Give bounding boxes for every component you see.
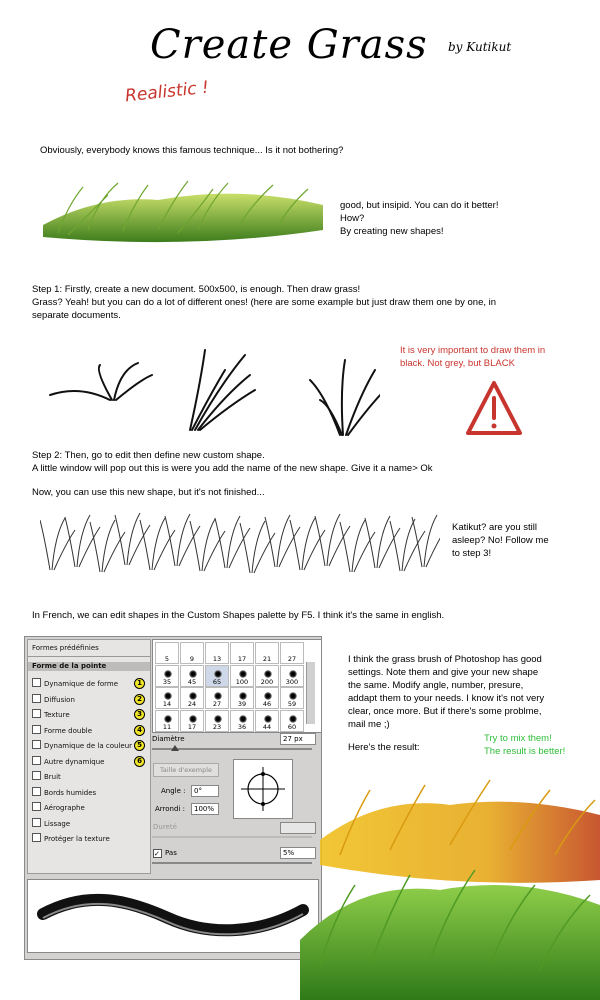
option-item[interactable] xyxy=(32,740,132,751)
brush-size-label: 21 xyxy=(262,655,272,663)
diameter-label: Diamètre xyxy=(152,735,185,743)
brush-preset-cell[interactable] xyxy=(230,665,254,687)
brush-size-label: 17 xyxy=(237,655,247,663)
brush-tip-icon xyxy=(264,692,272,700)
brush-preset-cell[interactable] xyxy=(180,665,204,687)
option-number-badge: 1 xyxy=(134,678,145,689)
roundness-label: Arrondi : xyxy=(155,805,185,813)
author-byline: by Kutikut xyxy=(448,40,512,54)
option-label: Texture xyxy=(44,711,70,719)
page-title: Create Grass xyxy=(150,22,428,68)
brush-size-label: 65 xyxy=(212,677,222,686)
intro-text: Obviously, everybody knows this famous technique... Is it not bothering? xyxy=(40,145,344,156)
option-label: Autre dynamique xyxy=(44,757,105,766)
option-item[interactable] xyxy=(32,678,118,689)
step2-side3: to step 3! xyxy=(452,548,492,559)
brush-preset-cell[interactable] xyxy=(280,665,304,687)
brush-tip-icon xyxy=(189,715,197,723)
diameter-slider-thumb[interactable] xyxy=(171,745,179,751)
brush-tip-icon xyxy=(239,670,247,678)
option-label: Bruit xyxy=(44,773,61,781)
brush-preset-cell[interactable] xyxy=(255,687,279,709)
brush-size-label: 5 xyxy=(164,655,170,663)
brush-size-label: 44 xyxy=(262,722,272,731)
sample-size-button[interactable]: Taille d'exemple xyxy=(153,763,219,777)
default-grass-image xyxy=(38,175,330,250)
brush-tip-icon xyxy=(214,692,222,700)
brush-size-label: 35 xyxy=(162,677,172,686)
angle-label: Angle : xyxy=(161,787,186,795)
brush-size-label: 27 xyxy=(212,700,222,708)
option-checkbox[interactable] xyxy=(32,818,41,827)
angle-field[interactable]: 0° xyxy=(191,785,219,797)
spacing-row[interactable] xyxy=(153,849,177,858)
option-checkbox[interactable] xyxy=(32,833,41,842)
step3-p2: settings. Note them and give your new shape xyxy=(348,667,539,678)
brush-size-label: 46 xyxy=(262,700,272,708)
step2-line3: Now, you can use this new shape, but it's not finished... xyxy=(32,487,265,498)
option-checkbox[interactable] xyxy=(32,694,41,703)
brush-tip-icon xyxy=(214,670,222,678)
option-checkbox[interactable] xyxy=(32,709,41,718)
option-label: Aérographe xyxy=(44,804,85,812)
option-number-badge: 5 xyxy=(134,740,145,751)
intro-side-line2: How? xyxy=(340,213,365,224)
option-number-badge: 6 xyxy=(134,756,145,767)
brush-settings-panel xyxy=(24,636,322,960)
brush-preset-cell[interactable] xyxy=(280,687,304,709)
brush-tip-icon xyxy=(289,670,297,678)
step1-line3: separate documents. xyxy=(32,310,121,321)
option-item[interactable] xyxy=(32,833,110,844)
option-checkbox[interactable] xyxy=(32,771,41,780)
warning-triangle-icon xyxy=(464,378,524,438)
brush-size-label: 200 xyxy=(260,677,274,686)
step2-line2: A little window will pop out this is were you add the name of the new shape. Give it a name> Ok xyxy=(32,463,433,474)
option-checkbox[interactable] xyxy=(32,678,41,687)
tip-shape-item[interactable]: Forme de la pointe xyxy=(28,662,150,671)
brush-preset-cell[interactable] xyxy=(155,665,179,687)
option-item[interactable] xyxy=(32,725,92,736)
brush-preset-cell[interactable] xyxy=(230,642,254,664)
angle-roundness-preview[interactable] xyxy=(233,759,293,819)
step3-intro: In French, we can edit shapes in the Custom Shapes palette by F5. I think it's the same in english. xyxy=(32,610,445,621)
option-item[interactable] xyxy=(32,694,75,705)
brush-preset-cell[interactable] xyxy=(280,710,304,732)
brush-tip-icon xyxy=(239,692,247,700)
brush-preset-cell[interactable] xyxy=(255,642,279,664)
brush-stroke-preview xyxy=(27,879,319,953)
presets-label[interactable]: Formes prédéfinies xyxy=(32,644,99,652)
step3-p5: clear, once more. But if there's some problme, xyxy=(348,706,542,717)
option-item[interactable] xyxy=(32,771,61,782)
option-checkbox[interactable] xyxy=(32,740,41,749)
grass-sketches xyxy=(40,345,380,445)
option-item[interactable] xyxy=(32,818,70,829)
option-number-badge: 2 xyxy=(134,694,145,705)
brush-size-label: 24 xyxy=(187,700,197,708)
brush-preset-cell[interactable] xyxy=(255,710,279,732)
brush-preset-cell[interactable] xyxy=(205,710,229,732)
option-item[interactable] xyxy=(32,709,70,720)
intro-side-line3: By creating new shapes! xyxy=(340,226,444,237)
brush-options-list xyxy=(27,639,151,874)
brush-preset-grid[interactable] xyxy=(152,639,322,733)
step1-line1: Step 1: Firstly, create a new document. 500x500, is enough. Then draw grass! xyxy=(32,284,361,295)
step1-line2: Grass? Yeah! but you can do a lot of different ones! (here are some example but just draw them one by one, in xyxy=(32,297,497,308)
brush-size-label: 39 xyxy=(237,700,247,708)
roundness-field[interactable]: 100% xyxy=(191,803,219,815)
option-label: Dynamique de la couleur xyxy=(44,742,133,750)
brush-preset-cell[interactable] xyxy=(180,687,204,709)
brush-size-label: 11 xyxy=(162,722,172,731)
brush-tip-icon xyxy=(289,715,297,723)
brush-tip-icon xyxy=(239,715,247,723)
brush-size-label: 13 xyxy=(212,655,222,663)
brush-size-label: 27 xyxy=(287,655,297,663)
option-number-badge: 3 xyxy=(134,709,145,720)
brush-preset-cell[interactable] xyxy=(205,665,229,687)
spacing-slider[interactable] xyxy=(152,862,312,864)
hardness-slider[interactable] xyxy=(152,836,312,838)
spacing-checkbox[interactable]: ✓ xyxy=(153,849,162,858)
diameter-field[interactable]: 27 px xyxy=(280,733,316,745)
brush-size-label: 300 xyxy=(285,677,299,686)
brush-preset-cell[interactable] xyxy=(180,710,204,732)
brush-preset-cell[interactable] xyxy=(230,710,254,732)
brush-tip-icon xyxy=(164,670,172,678)
result-grass-image xyxy=(300,765,600,1000)
option-label: Forme double xyxy=(44,726,93,735)
brush-size-label: 45 xyxy=(187,677,197,686)
brush-preset-cell[interactable] xyxy=(205,642,229,664)
intro-side-line1: good, but insipid. You can do it better! xyxy=(340,200,499,211)
option-number-badge: 4 xyxy=(134,725,145,736)
mix-tip-line1: Try to mix them! xyxy=(484,733,552,744)
brush-size-label: 23 xyxy=(212,722,222,731)
brush-tip-icon xyxy=(164,692,172,700)
brush-tip-icon xyxy=(264,715,272,723)
brush-preset-cell[interactable] xyxy=(180,642,204,664)
realistic-subtitle: Realistic ! xyxy=(124,77,210,107)
step2-side2: asleep? No! Follow me xyxy=(452,535,549,546)
brush-size-label: 17 xyxy=(187,722,197,731)
brush-size-label: 60 xyxy=(287,722,297,731)
warning-line2: black. Not grey, but BLACK xyxy=(400,358,515,369)
step3-p3: the same. Modify angle, number, presure, xyxy=(348,680,524,691)
mix-tip-line2: The result is better! xyxy=(484,746,566,757)
spacing-field[interactable]: 5% xyxy=(280,847,316,859)
spacing-label: Pas xyxy=(165,849,177,857)
brush-tip-icon xyxy=(189,670,197,678)
grass-shape-strip xyxy=(40,510,440,580)
option-label: Lissage xyxy=(44,819,71,828)
brush-size-label: 36 xyxy=(237,722,247,731)
brush-preset-cell[interactable] xyxy=(230,687,254,709)
brush-preset-cell[interactable] xyxy=(255,665,279,687)
brush-tip-icon xyxy=(289,692,297,700)
brush-size-label: 14 xyxy=(162,700,172,708)
option-item[interactable] xyxy=(32,802,85,813)
option-label: Bords humides xyxy=(44,788,97,797)
option-label: Protéger la texture xyxy=(44,835,110,843)
brush-size-label: 9 xyxy=(189,655,195,663)
step3-p4: addapt them to your needs. I know it's not very xyxy=(348,693,545,704)
brush-size-label: 100 xyxy=(235,677,249,686)
brush-tip-icon xyxy=(214,715,222,723)
brush-preset-cell[interactable] xyxy=(205,687,229,709)
brush-tip-icon xyxy=(164,715,172,723)
brush-tip-icon xyxy=(264,670,272,678)
hardness-label: Dureté xyxy=(153,823,177,831)
brush-preset-cell[interactable] xyxy=(155,642,179,664)
option-label: Dynamique de forme xyxy=(44,680,119,688)
brush-preset-cell[interactable] xyxy=(155,687,179,709)
brush-size-label: 59 xyxy=(287,700,297,708)
brush-preset-cell[interactable] xyxy=(155,710,179,732)
step3-p1: I think the grass brush of Photoshop has good xyxy=(348,654,542,665)
option-checkbox[interactable] xyxy=(32,802,41,811)
option-checkbox[interactable] xyxy=(32,756,41,765)
result-label: Here's the result: xyxy=(348,742,420,753)
option-checkbox[interactable] xyxy=(32,725,41,734)
option-label: Diffusion xyxy=(44,695,75,704)
step2-side1: Katikut? are you still xyxy=(452,522,538,533)
option-checkbox[interactable] xyxy=(32,787,41,796)
option-item[interactable] xyxy=(32,756,105,767)
grid-scrollbar[interactable] xyxy=(306,662,315,724)
step2-line1: Step 2: Then, go to edit then define new custom shape. xyxy=(32,450,265,461)
option-item[interactable] xyxy=(32,787,96,798)
step3-p6: mail me ;) xyxy=(348,719,390,730)
brush-preset-cell[interactable] xyxy=(280,642,304,664)
warning-line1: It is very important to draw them in xyxy=(400,345,546,356)
brush-tip-icon xyxy=(189,692,197,700)
